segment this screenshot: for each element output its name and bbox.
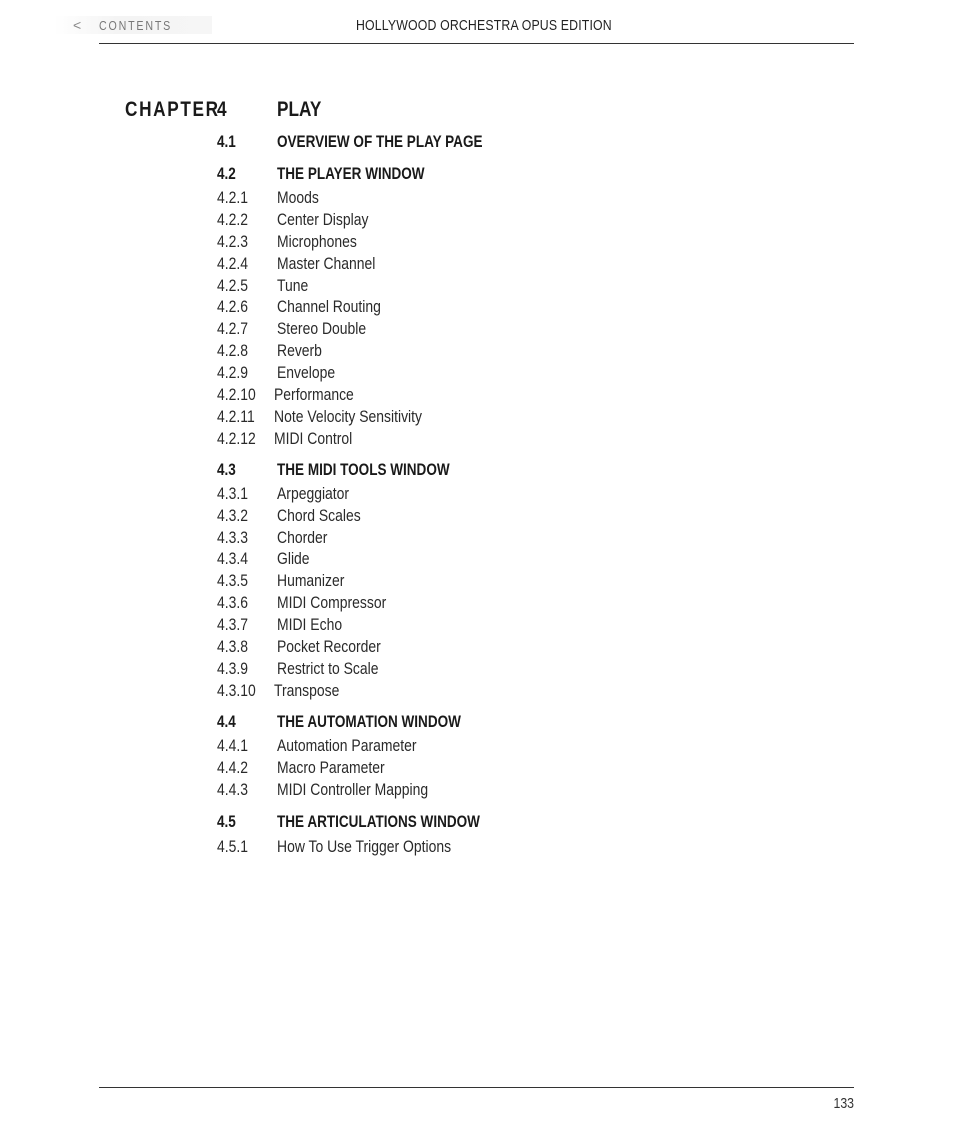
contents-link-label: CONTENTS: [99, 17, 173, 33]
toc-entry-number: 4.3.4: [217, 549, 249, 568]
toc-entry-title: Channel Routing: [277, 297, 381, 316]
toc-entry-number: 4.2.7: [217, 319, 249, 338]
toc-entry-title: Chord Scales: [277, 506, 361, 525]
toc-entry-number: 4.1: [217, 133, 236, 151]
toc-entry-number: 4.3.3: [217, 528, 249, 547]
toc-entry-number: 4.2.2: [217, 210, 249, 229]
document-title: HOLLYWOOD ORCHESTRA OPUS EDITION: [356, 17, 612, 34]
toc-entry-title: Stereo Double: [277, 319, 367, 338]
toc-entry-number: 4.2.1: [217, 188, 249, 207]
toc-entry-number: 4.5: [217, 813, 236, 831]
toc-entry-title: Automation Parameter: [277, 736, 417, 755]
toc-entry-number: 4.3.9: [217, 659, 249, 678]
toc-entry-title: THE AUTOMATION WINDOW: [277, 713, 461, 731]
toc-entry-title: OVERVIEW OF THE PLAY PAGE: [277, 133, 483, 151]
toc-entry-title: Performance: [274, 385, 354, 404]
toc-entry-number: 4.3.10: [217, 681, 256, 700]
toc-entry-number: 4.2.5: [217, 276, 249, 295]
toc-entry-title: Moods: [277, 188, 319, 207]
toc-entry-title: THE MIDI TOOLS WINDOW: [277, 461, 450, 479]
toc-entry-title: THE ARTICULATIONS WINDOW: [277, 813, 480, 831]
toc-entry-number: 4.4.2: [217, 758, 249, 777]
toc-entry-number: 4.4.1: [217, 736, 249, 755]
toc-entry-number: 4.3.2: [217, 506, 249, 525]
toc-entry-number: 4.4: [217, 713, 236, 731]
chapter-title: PLAY: [277, 98, 322, 121]
toc-entry-title: MIDI Control: [274, 429, 353, 448]
toc-entry-number: 4.2: [217, 165, 236, 183]
toc-entry-title: Humanizer: [277, 571, 345, 590]
toc-entry-number: 4.2.12: [217, 429, 256, 448]
toc-entry-number: 4.3.7: [217, 615, 249, 634]
toc-entry-title: MIDI Echo: [277, 615, 343, 634]
footer-divider: [99, 1087, 854, 1088]
toc-entry-number: 4.2.3: [217, 232, 249, 251]
toc-entry-title: Master Channel: [277, 254, 376, 273]
toc-entry-title: MIDI Compressor: [277, 593, 387, 612]
toc-entry-number: 4.2.10: [217, 385, 256, 404]
toc-entry-title: Pocket Recorder: [277, 637, 381, 656]
toc-entry-title: Tune: [277, 276, 309, 295]
toc-entry-title: Microphones: [277, 232, 357, 251]
toc-entry-number: 4.2.8: [217, 341, 249, 360]
toc-entry-title: How To Use Trigger Options: [277, 837, 452, 856]
toc-entry-number: 4.4.3: [217, 780, 249, 799]
page-header: [73, 12, 854, 44]
chapter-label: CHAPTER: [125, 98, 220, 121]
toc-entry-title: Restrict to Scale: [277, 659, 379, 678]
toc-entry-title: Arpeggiator: [277, 484, 350, 503]
toc-entry-title: MIDI Controller Mapping: [277, 780, 429, 799]
toc-entry-title: Macro Parameter: [277, 758, 385, 777]
toc-entry-title: Center Display: [277, 210, 369, 229]
contents-back-link[interactable]: [54, 16, 212, 34]
toc-entry-number: 4.2.11: [217, 407, 255, 426]
toc-entry-title: THE PLAYER WINDOW: [277, 165, 425, 183]
toc-entry-number: 4.2.4: [217, 254, 249, 273]
toc-entry-number: 4.3.5: [217, 571, 249, 590]
toc-entry-title: Reverb: [277, 341, 322, 360]
toc-entry-title: Envelope: [277, 363, 336, 382]
toc-entry-title: Chorder: [277, 528, 328, 547]
toc-entry-number: 4.3.6: [217, 593, 249, 612]
toc-entry-title: Glide: [277, 549, 310, 568]
page-number: 133: [833, 1095, 854, 1112]
chevron-left-icon: <: [73, 17, 82, 33]
chapter-number: 4: [217, 98, 227, 121]
toc-entry-number: 4.3.1: [217, 484, 249, 503]
toc-entry-number: 4.3: [217, 461, 236, 479]
toc-entry-title: Transpose: [274, 681, 340, 700]
toc-entry-number: 4.5.1: [217, 837, 249, 856]
toc-entry-number: 4.2.9: [217, 363, 249, 382]
toc-entry-title: Note Velocity Sensitivity: [274, 407, 422, 426]
toc-entry-number: 4.3.8: [217, 637, 249, 656]
toc-entry-number: 4.2.6: [217, 297, 249, 316]
